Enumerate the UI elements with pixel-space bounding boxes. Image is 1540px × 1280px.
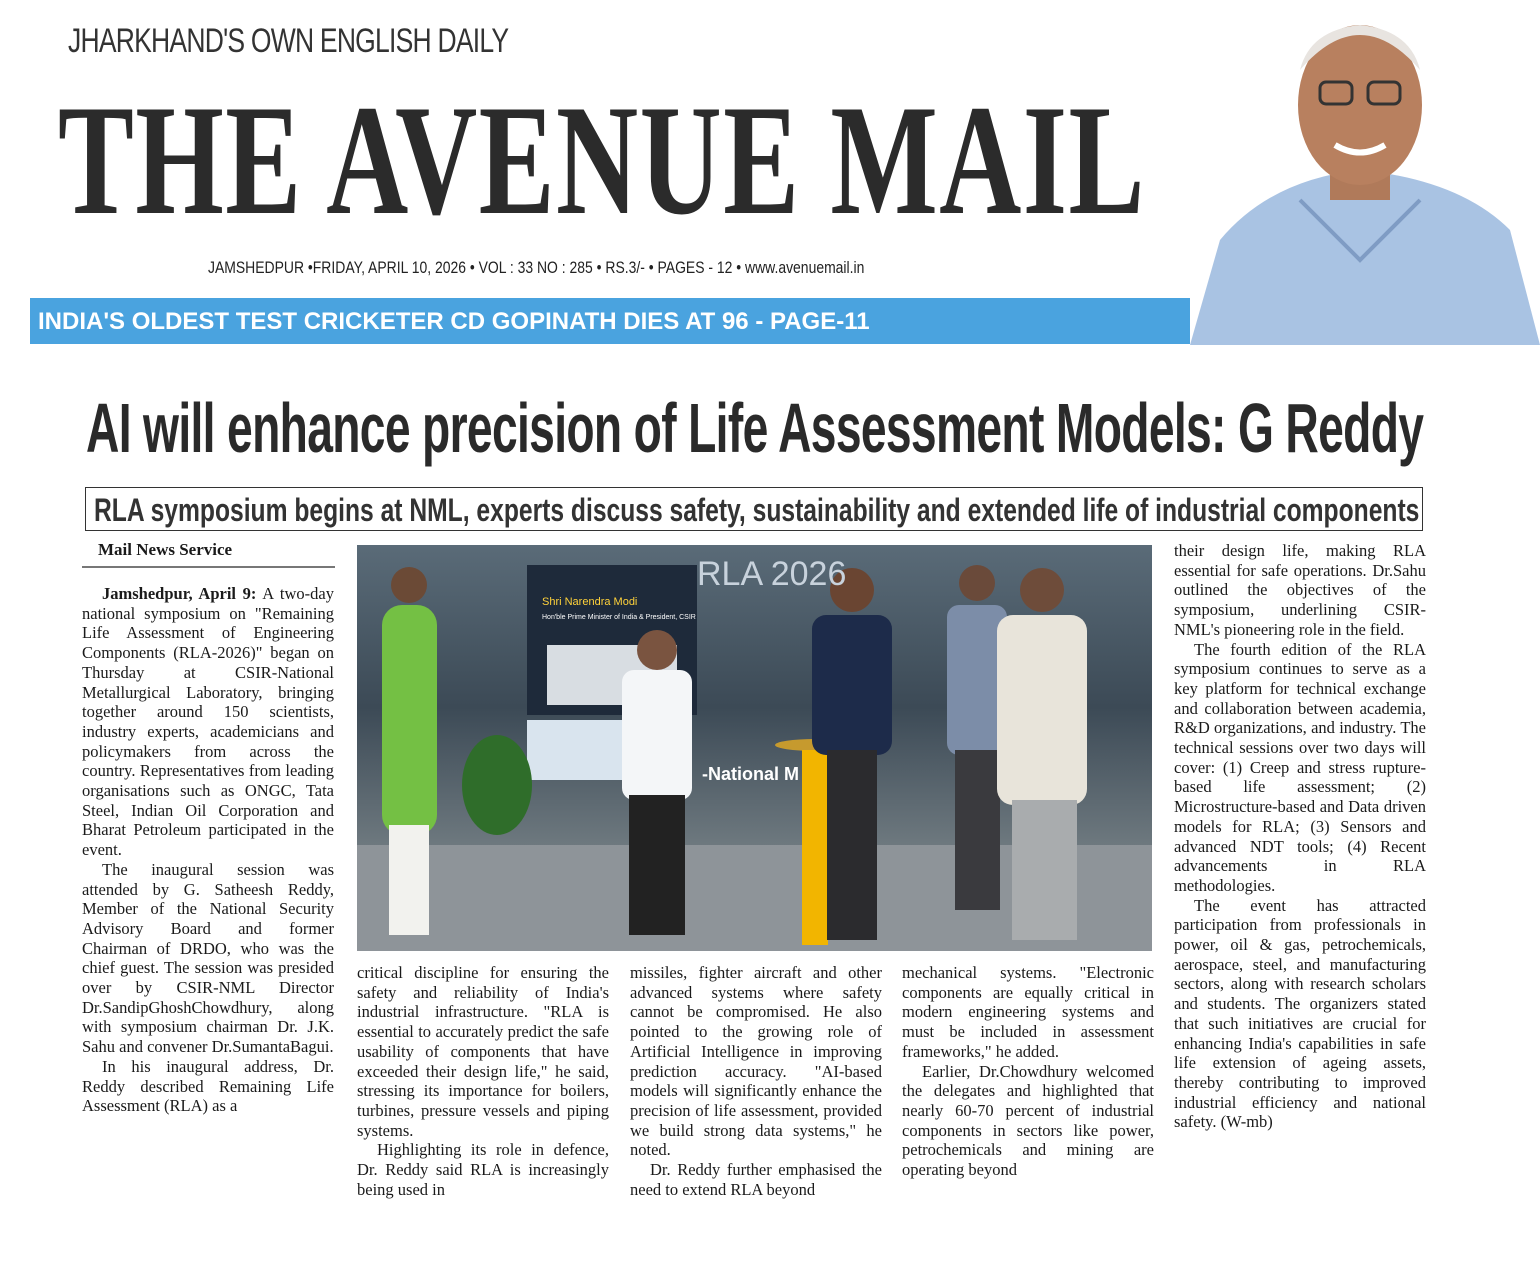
paragraph-text: A two-day national symposium on "Remaining Life Assessment of Engineering Components (RLA-2026)" began on Thursday at CSIR-National Metallurgical Laboratory, bringing together around 150 scientists, industry experts, academicians and policymakers from across the country. Representatives from leading organisations such as ONGC, Tata Steel, Indian Oil Corporation and Bharat Petroleum participated in the event. <box>82 584 334 860</box>
paragraph: The event has attracted participation from professionals in power, oil & gas, petrochemicals, aerospace, steel, and manufacturing sectors, along with research scholars and students. The organizers stated that such initiatives are crucial for enhancing India's capabilities in safe life extension of ageing assets, thereby contributing to improved industrial efficiency and national safety. (W-mb) <box>1174 895 1426 1132</box>
article-column-3 <box>630 963 882 1199</box>
paragraph: critical discipline for ensuring the safety and reliability of India's industrial infrastructure. "RLA is essential to accurately predict the safe usability of components that have exceeded their design life," he said, stressing its importance for boilers, turbines, pressure vessels and piping systems. <box>357 963 609 1140</box>
tagline: JHARKHAND'S OWN ENGLISH DAILY <box>68 22 509 60</box>
portrait-photo <box>1180 0 1540 345</box>
event-title-text: RLA 2026 <box>697 555 847 593</box>
byline: Mail News Service <box>98 540 233 559</box>
issue-dateline: JAMSHEDPUR •FRIDAY, APRIL 10, 2026 • VOL : 33 NO : 285 • RS.3/- • PAGES - 12 • www.avenuemail.in <box>208 258 865 277</box>
banner-text: INDIA'S OLDEST TEST CRICKETER CD GOPINATH DIES AT 96 - PAGE-11 <box>38 308 870 335</box>
event-photo <box>357 545 1152 951</box>
dateline-lead: Jamshedpur, April 9: <box>102 584 257 603</box>
paragraph: missiles, fighter aircraft and other advanced systems where safety cannot be compromised. He also pointed to the growing role of Artificial Intelligence in improving prediction accuracy. "AI-based models will significantly enhance the precision of life assessment, provided we build strong data systems," he noted. <box>630 963 882 1160</box>
article-column-4 <box>902 963 1154 1180</box>
lamp-lighting-scene <box>357 545 1152 951</box>
paragraph <box>82 584 334 860</box>
article-headline: AI will enhance precision of Life Assessment Models: G Reddy <box>86 389 1424 467</box>
news-banner[interactable] <box>30 298 1190 344</box>
paragraph: mechanical systems. "Electronic components are equally critical in modern engineering systems and must be included in assessment frameworks," he added. <box>902 963 1154 1061</box>
paragraph: their design life, making RLA essential for safe operations. Dr.Sahu outlined the objectives of the symposium, underlining CSIR-NML's pioneering role in the field. <box>1174 541 1426 639</box>
paragraph: The inaugural session was attended by G. Satheesh Reddy, Member of the National Security Advisory Board and former Chairman of DRDO, who was the chief guest. The session was presided over by CSIR-NML Director Dr.SandipGhoshChowdhury, along with symposium chairman Dr. J.K. Sahu and convener Dr.SumantaBagui. <box>82 859 334 1057</box>
paragraph: In his inaugural address, Dr. Reddy described Remaining Life Assessment (RLA) as a <box>82 1056 334 1116</box>
backdrop-text: -National M <box>702 764 799 784</box>
article-column-1 <box>82 584 334 1116</box>
subhead-text: RLA symposium begins at NML, experts discuss safety, sustainability and extended life of industrial components <box>94 492 1420 528</box>
paragraph: The fourth edition of the RLA symposium continues to serve as a key platform for technical exchange and collaboration between academia, R&D organizations, and industry. The technical sessions over two days will cover: (1) Creep and stress rupture-based life assessment; (2) Microstructure-based and Data driven models for RLA; (3) Sensors and advanced NDT tools; (4) Recent advancements in RLA methodologies. <box>1174 639 1426 895</box>
paragraph: Earlier, Dr.Chowdhury welcomed the delegates and highlighted that nearly 60-70 percent of industrial components in sectors like power, petrochemicals and mining are operating beyond <box>902 1061 1154 1180</box>
newspaper-title: THE AVENUE MAIL <box>58 73 1146 248</box>
paragraph: Highlighting its role in defence, Dr. Reddy said RLA is increasingly being used in <box>357 1140 609 1199</box>
paragraph: Dr. Reddy further emphasised the need to extend RLA beyond <box>630 1160 882 1199</box>
byline-rule <box>82 566 335 568</box>
screen-text: Shri Narendra Modi <box>542 596 638 608</box>
article-column-5 <box>1174 541 1426 1132</box>
article-subhead <box>85 487 1423 531</box>
article-column-2 <box>357 963 609 1199</box>
screen-subtext: Hon'ble Prime Minister of India & President, CSIR <box>542 614 696 621</box>
